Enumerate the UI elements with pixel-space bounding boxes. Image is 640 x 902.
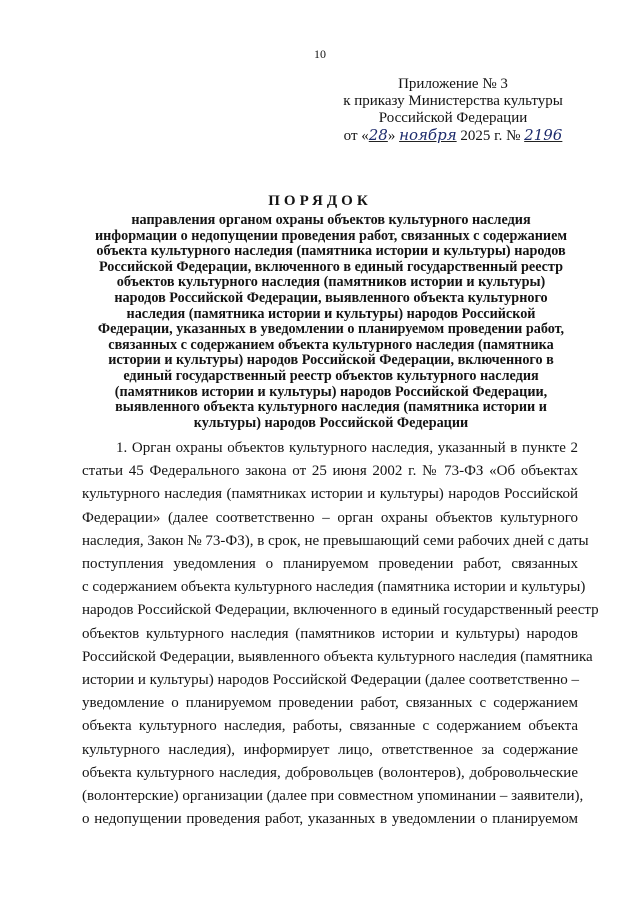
subtitle-line: единый государственный реестр объектов культурного наследия: [123, 367, 539, 384]
appendix-date-line: [330, 127, 576, 145]
body-line: Российской Федерации, выявленного объекта культурного наследия (памятника: [82, 648, 593, 665]
subtitle-line: связанных с содержанием объекта культурного наследия (памятника: [108, 336, 554, 353]
body-line: объектов культурного наследия (памятников истории и культуры) народов: [82, 625, 578, 642]
body-line: о недопущении проведения работ, указанных в уведомлении о планируемом: [82, 811, 578, 828]
subtitle-line: Российской Федерации, включенного в единый государственный реестр: [98, 258, 564, 275]
body-line: истории и культуры) народов Российской Федерации (далее соответственно –: [82, 672, 579, 689]
date-year: 2025 г. №: [456, 128, 525, 144]
body-line: Федерации» (далее соответственно – орган охраны объектов культурного: [82, 509, 578, 526]
appendix-order-ref: к приказу Министерства культуры: [343, 93, 563, 109]
date-mid: »: [387, 128, 400, 144]
body-line: культурного наследия), информирует лицо, ответственное за содержание: [82, 741, 578, 758]
page-number: 10: [314, 47, 326, 61]
subtitle-line: культуры) народов Российской Федерации: [193, 414, 469, 431]
handwritten-day: 28: [368, 126, 388, 144]
subtitle-line: Федерации, указанных в уведомлении о планируемом проведении работ,: [97, 321, 565, 338]
subtitle-line: объекта культурного наследия (памятника истории и культуры) народов: [96, 243, 566, 260]
body-line: культурного наследия (памятниках истории и культуры) народов Российской: [82, 486, 578, 503]
document-title: ПОРЯДОК: [268, 193, 372, 209]
body-line: 1. Орган охраны объектов культурного наследия, указанный в пункте 2: [116, 440, 578, 456]
subtitle-line: народов Российской Федерации, выявленного объекта культурного: [114, 289, 548, 306]
appendix-block: [330, 76, 576, 145]
appendix-title: Приложение № 3: [398, 76, 508, 92]
subtitle-line: направления органом охраны объектов культурного наследия: [131, 212, 531, 228]
subtitle-line: объектов культурного наследия (памятников истории и культуры): [116, 274, 546, 291]
subtitle-line: информации о недопущении проведения работ, связанных с содержанием: [94, 227, 568, 244]
body-line: объекта культурного наследия, работы, связанные с содержанием объекта: [82, 718, 578, 735]
body-paragraph: [82, 437, 599, 831]
body-line: наследия, Закон № 73-ФЗ), в срок, не превышающий семи рабочих дней с даты: [82, 532, 589, 549]
subtitle-line: выявленного объекта культурного наследия (памятника истории и: [115, 399, 547, 416]
body-line: (волонтерские) организации (далее при совместном упоминании – заявители),: [82, 788, 584, 805]
handwritten-month: ноября: [399, 126, 457, 144]
appendix-federation: Российской Федерации: [378, 110, 528, 126]
subtitle-line: (памятников истории и культуры) народов Российской Федерации,: [114, 383, 548, 400]
body-line: поступления уведомления о планируемом проведении работ, связанных: [82, 556, 578, 573]
body-line: народов Российской Федерации, включенного в единый государственный реестр: [82, 602, 599, 619]
body-line: статьи 45 Федерального закона от 25 июня 2002 г. № 73-ФЗ «Об объектах: [82, 463, 578, 480]
handwritten-number: 2196: [524, 126, 563, 144]
date-prefix: от «: [343, 128, 369, 144]
subtitle-line: наследия (памятника истории и культуры) народов Российской: [126, 305, 536, 322]
body-line: объекта культурного наследия, добровольцев (волонтеров), добровольческие: [82, 764, 578, 781]
subtitle-line: истории и культуры) народов Российской Федерации, включенного в: [108, 352, 554, 369]
document-subtitle: [82, 213, 580, 431]
body-line: уведомление о планируемом проведении работ, связанных с содержанием: [82, 695, 578, 712]
body-line: с содержанием объекта культурного наследия (памятника истории и культуры): [82, 579, 586, 596]
